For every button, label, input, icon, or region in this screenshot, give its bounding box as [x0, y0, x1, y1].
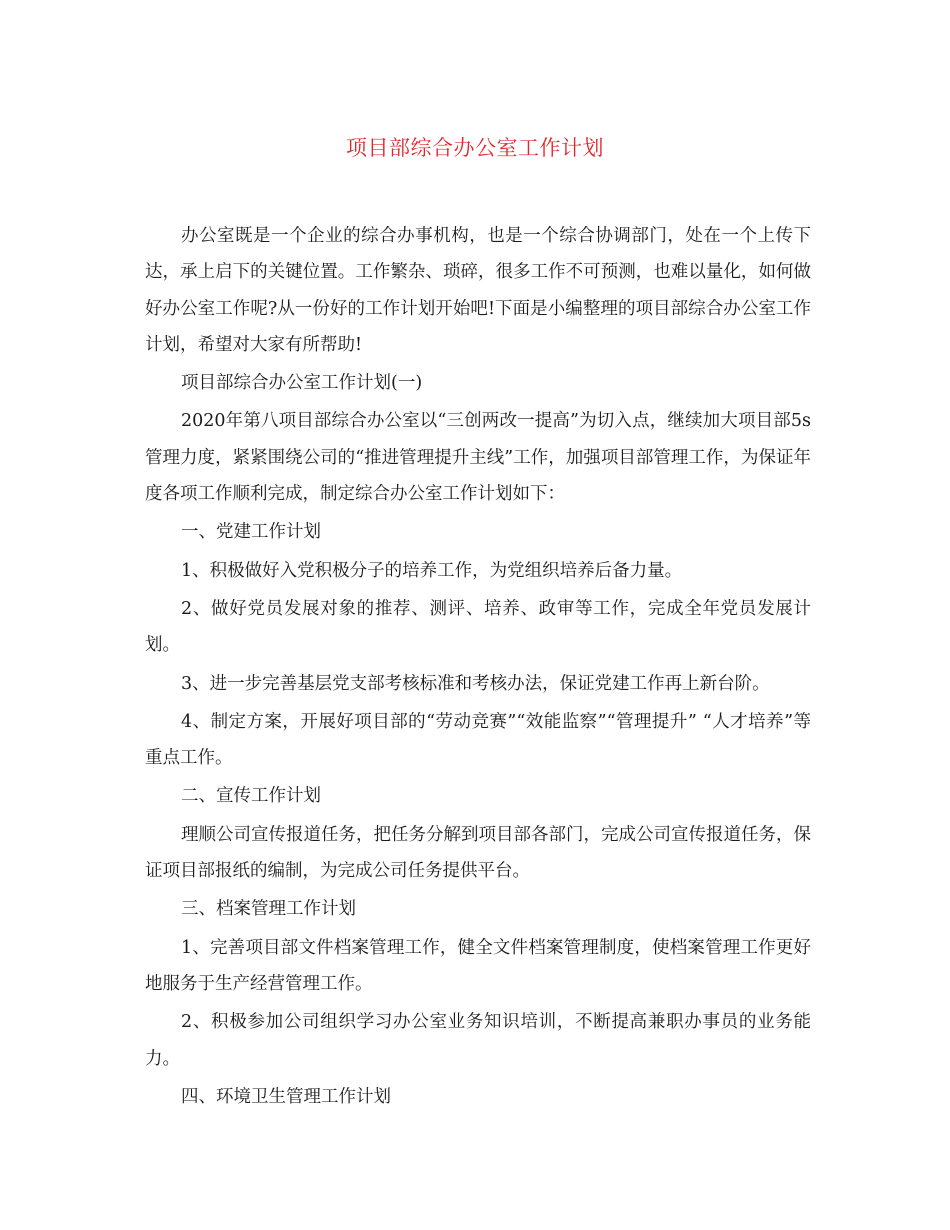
archives-item-1: 1、完善项目部文件档案管理工作，健全文件档案管理制度，使档案管理工作更好地服务于生产经营管理工作。	[145, 937, 811, 994]
page-title: 项目部综合办公室工作计划	[346, 136, 604, 160]
section-heading-party-building: 一、党建工作计划	[181, 522, 321, 543]
section-heading-publicity: 二、宣传工作计划	[181, 786, 321, 807]
section-heading-plan-one: 项目部综合办公室工作计划(一)	[181, 373, 423, 394]
party-item-1: 1、积极做好入党积极分子的培养工作，为党组织培养后备力量。	[181, 560, 683, 581]
party-item-4: 4、制定方案，开展好项目部的“劳动竞赛”“效能监察”“管理提升” “人才培养”等重点工作。	[145, 711, 811, 769]
party-item-3: 3、进一步完善基层党支部考核标准和考核办法，保证党建工作再上新台阶。	[181, 673, 770, 694]
publicity-paragraph: 理顺公司宣传报道任务，把任务分解到项目部各部门，完成公司宣传报道任务，保证项目部报纸的编制，为完成公司任务提供平台。	[145, 824, 811, 882]
overview-paragraph: 2020年第八项目部综合办公室以“三创两改一提高”为切入点，继续加大项目部5s管理力度，紧紧围绕公司的“推进管理提升主线”工作，加强项目部管理工作，为保证年度各项工作顺利完成，制定综合办公室工作计划如下：	[145, 411, 811, 505]
section-heading-environment: 四、环境卫生管理工作计划	[181, 1086, 391, 1107]
party-item-2: 2、做好党员发展对象的推荐、测评、培养、政审等工作，完成全年党员发展计划。	[145, 598, 811, 656]
section-heading-archives: 三、档案管理工作计划	[181, 899, 356, 920]
document-body	[145, 218, 811, 1117]
archives-item-2: 2、积极参加公司组织学习办公室业务知识培训，不断提高兼职办事员的业务能力。	[145, 1012, 811, 1069]
intro-paragraph: 办公室既是一个企业的综合办事机构，也是一个综合协调部门，处在一个上传下达，承上启下的关键位置。工作繁杂、琐碎，很多工作不可预测，也难以量化，如何做好办公室工作呢?从一份好的工作计划开始吧!下面是小编整理的项目部综合办公室工作计划，希望对大家有所帮助!	[145, 226, 811, 355]
